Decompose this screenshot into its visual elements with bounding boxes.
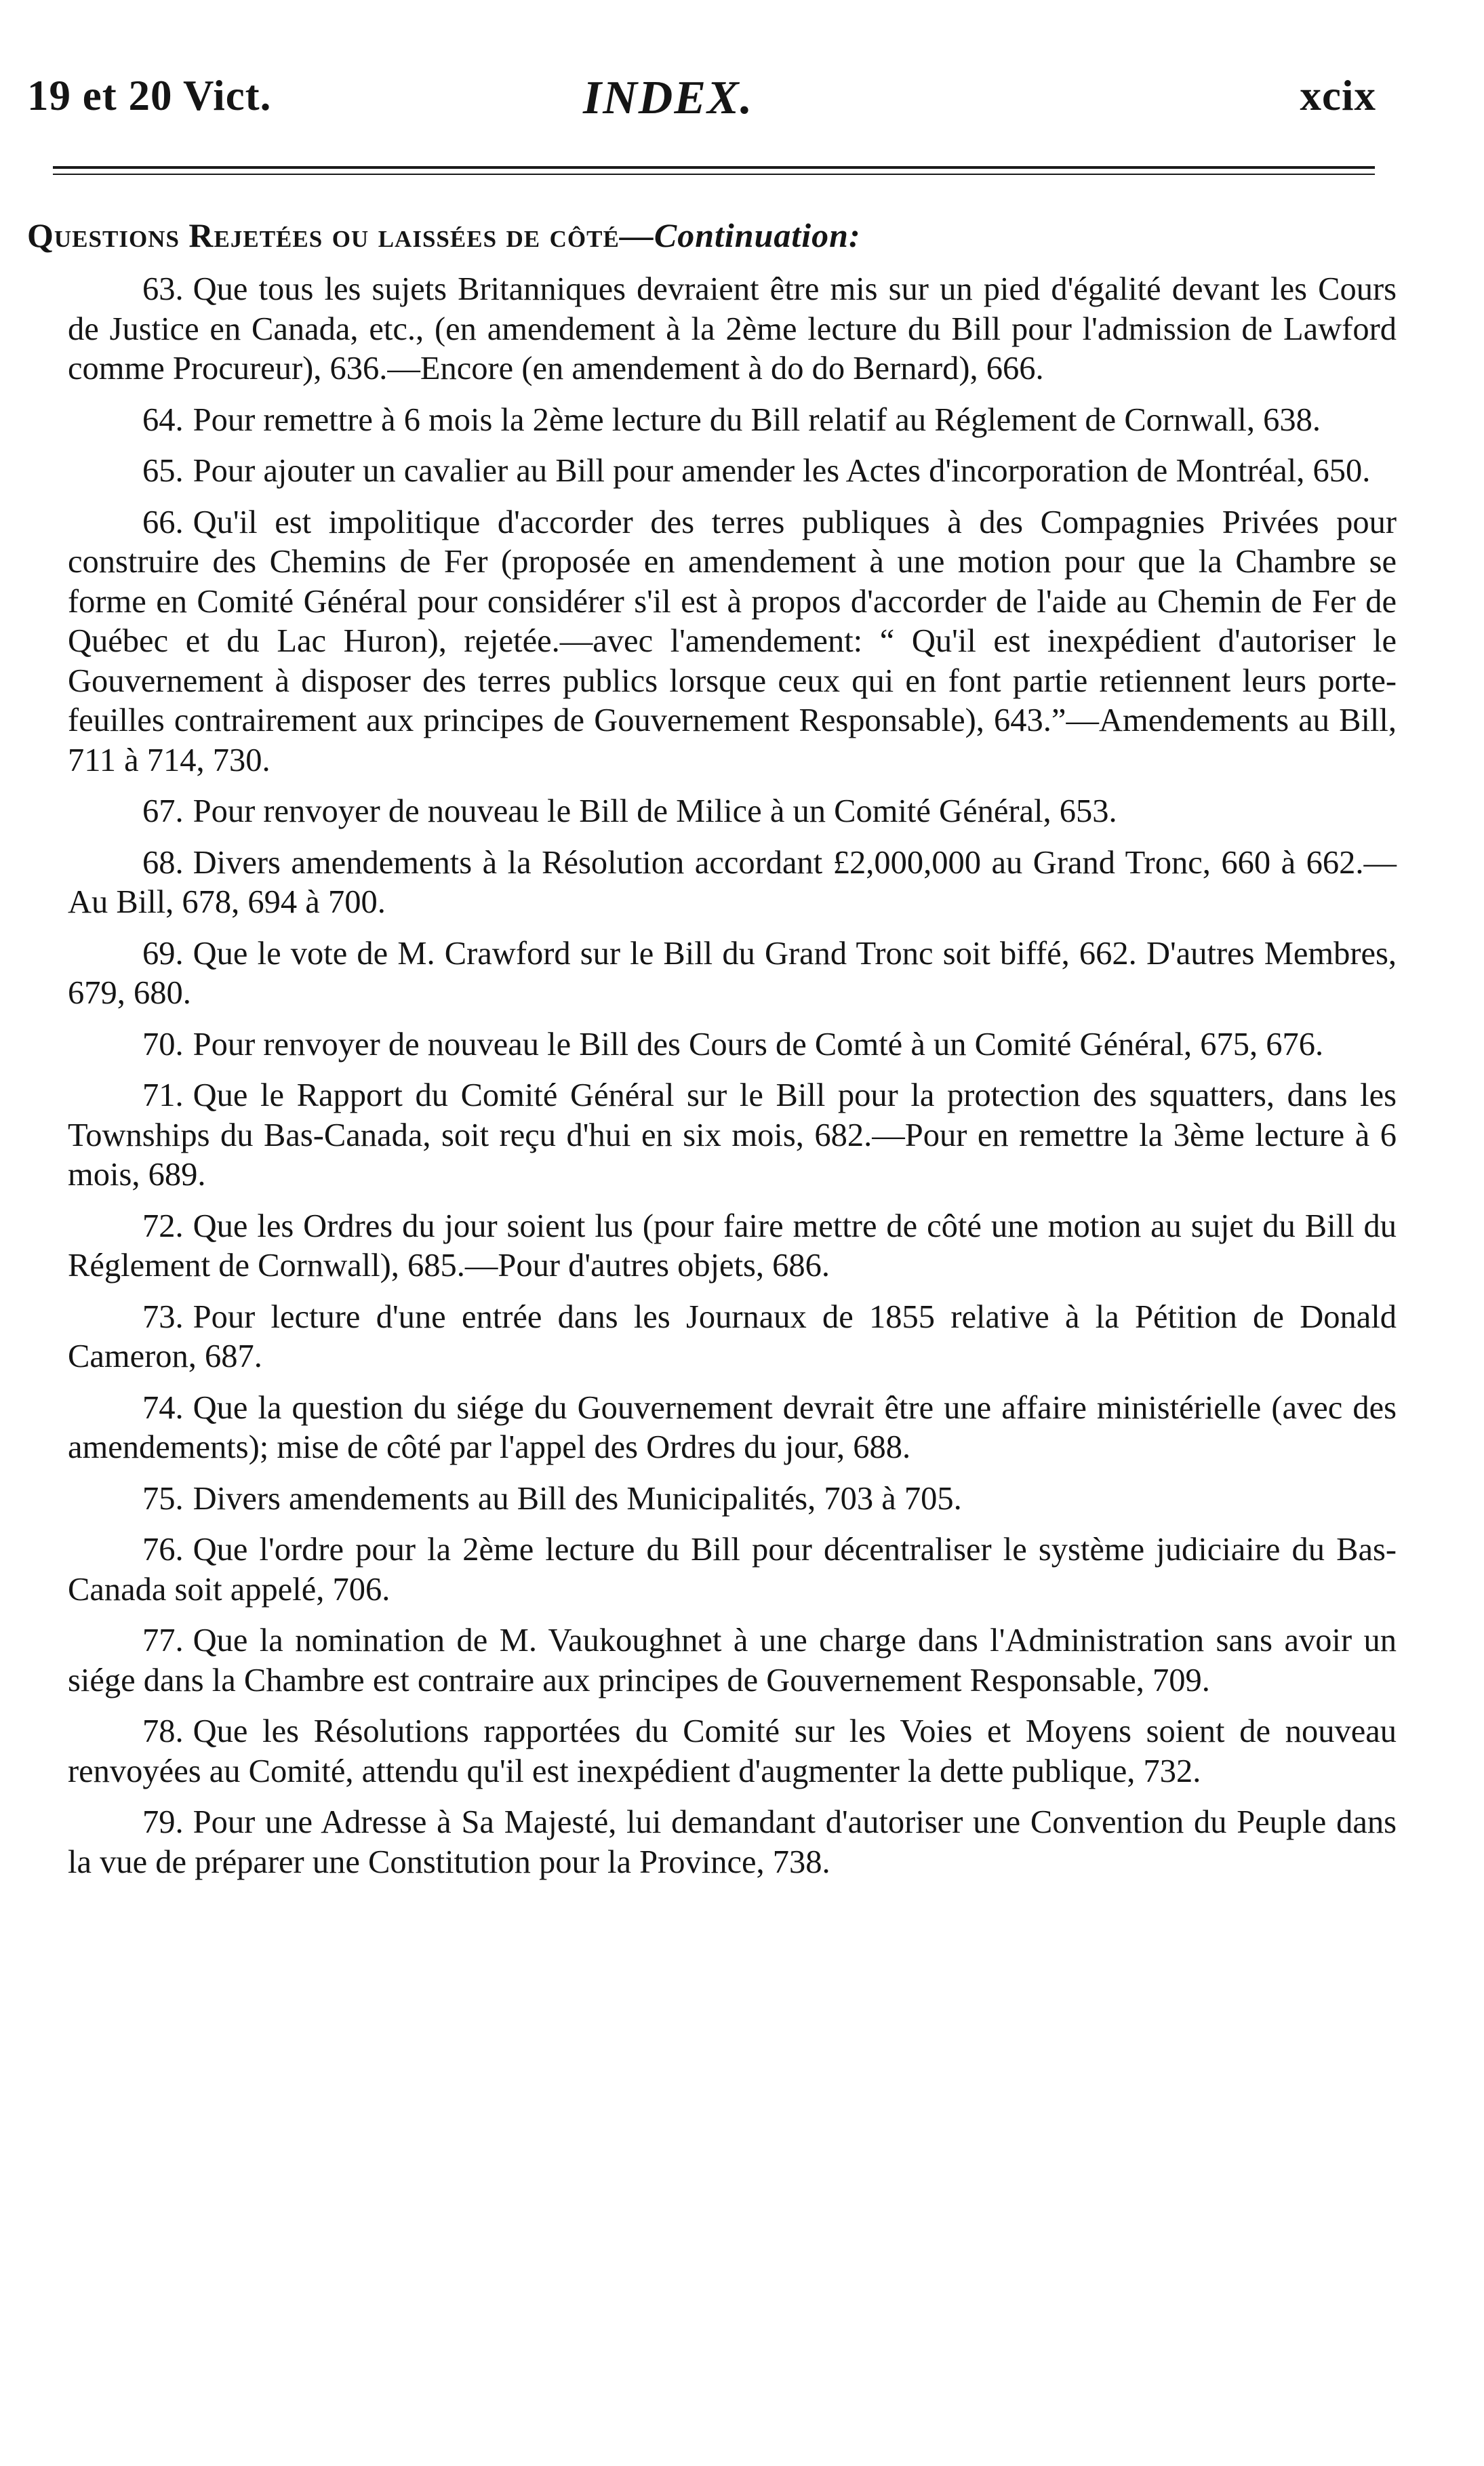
section-continuation: —Continuation: [619,216,861,254]
entry-number: 69. [142,935,184,972]
entry-text: Que le Rapport du Comité Général sur le Bill pour la protection des squatters, dans les Townships du Bas-Canada, soit reçu d'hui en six mois, 682.—Pour en remettre la 3ème lecture à 6 mois, 689. [68,1077,1397,1193]
entry-text: Que le vote de M. Crawford sur le Bill du Grand Tronc soit biffé, 662. D'autres Membres, 679, 680. [68,935,1397,1011]
entry-number: 63. [142,271,184,307]
volume-reference: 19 et 20 Vict. [27,72,272,119]
index-entry [68,503,1397,781]
entry-number: 70. [142,1026,184,1062]
entry-text: Que tous les sujets Britanniques devraient être mis sur un pied d'égalité devant les Cours de Justice en Canada, etc., (en amendement à la 2ème lecture du Bill pour l'admission de Lawford comme Procureur), 636.—Encore (en amendement à do do Bernard), 666. [68,271,1397,386]
entry-text: Pour renvoyer de nouveau le Bill des Cours de Comté à un Comité Général, 675, 676. [193,1026,1324,1062]
entry-text: Que l'ordre pour la 2ème lecture du Bill pour décentraliser le système judiciaire du Bas-Canada soit appelé, 706. [68,1532,1397,1608]
entry-text: Que les Résolutions rapportées du Comité sur les Voies et Moyens soient de nouveau renvoyées au Comité, attendu qu'il est inexpédient d'augmenter la dette publique, 732. [68,1713,1397,1789]
entry-text: Pour renvoyer de nouveau le Bill de Milice à un Comité Général, 653. [193,793,1117,829]
entry-text: Pour remettre à 6 mois la 2ème lecture du Bill relatif au Réglement de Cornwall, 638. [193,401,1321,438]
index-entry [68,1025,1397,1065]
index-entry [68,1389,1397,1468]
index-entry [68,792,1397,832]
index-entry [68,270,1397,389]
entry-text: Pour ajouter un cavalier au Bill pour amender les Actes d'incorporation de Montréal, 650. [193,453,1371,489]
header-rule-thin [53,174,1375,175]
entry-text: Pour lecture d'une entrée dans les Journaux de 1855 relative à la Pétition de Donald Cameron, 687. [68,1298,1397,1374]
index-page [27,0,1397,2466]
entry-number: 66. [142,504,184,540]
index-entry [68,1803,1397,1882]
index-entry [68,1207,1397,1286]
page-title: INDEX. [583,72,754,124]
entry-number: 65. [142,453,184,489]
entry-text: Que la question du siége du Gouvernement devrait être une affaire ministérielle (avec des amendements); mise de côté par l'appel des Ordres du jour, 688. [68,1389,1397,1465]
entry-number: 78. [142,1713,184,1749]
index-entry [68,401,1397,441]
entry-text: Qu'il est impolitique d'accorder des terres publiques à des Compagnies Privées pour construire des Chemins de Fer (proposée en amendement à une motion pour que la Chambre se forme en Comité Général pour considérer s'il est à propos d'accorder de l'aide au Chemin de Fer de Québec et du Lac Huron), rejetée.—avec l'amendement: “ Qu'il est inexpédient d'autoriser le Gouvernement à disposer des terres publics lorsque ceux qui en font partie retiennent leurs porte-feuilles contrairement aux principes de Gouvernement Responsable), 643.”—Amendements au Bill, 711 à 714, 730. [68,504,1397,778]
entry-number: 74. [142,1389,184,1426]
page-header [27,71,1376,132]
entry-number: 68. [142,844,184,881]
entry-number: 64. [142,401,184,438]
entry-number: 73. [142,1298,184,1335]
index-entry [68,1530,1397,1610]
index-entry [68,1076,1397,1195]
entry-number: 72. [142,1208,184,1244]
page-number: xcix [1300,72,1376,119]
entry-text: Divers amendements au Bill des Municipalités, 703 à 705. [193,1480,962,1517]
index-entry [68,1298,1397,1377]
index-entry [68,1621,1397,1701]
entry-number: 75. [142,1480,184,1517]
entry-number: 79. [142,1804,184,1840]
index-entry [68,843,1397,923]
entry-number: 67. [142,793,184,829]
section-title: Questions Rejetées ou laissées de côté [27,216,620,254]
index-entry [68,934,1397,1014]
entry-text: Divers amendements à la Résolution accordant £2,000,000 au Grand Tronc, 660 à 662.—Au Bill, 678, 694 à 700. [68,844,1397,920]
entry-text: Pour une Adresse à Sa Majesté, lui demandant d'autoriser une Convention du Peuple dans la vue de préparer une Constitution pour la Province, 738. [68,1804,1397,1880]
entry-text: Que la nomination de M. Vaukoughnet à une charge dans l'Administration sans avoir un siége dans la Chambre est contraire aux principes de Gouvernement Responsable, 709. [68,1623,1397,1698]
entry-text: Que les Ordres du jour soient lus (pour faire mettre de côté une motion au sujet du Bill du Réglement de Cornwall), 685.—Pour d'autres objets, 686. [68,1208,1397,1284]
header-rule-thick [53,166,1375,169]
index-entry [68,1712,1397,1791]
entry-number: 76. [142,1532,184,1568]
index-entry [68,1479,1397,1519]
entry-number: 71. [142,1077,184,1113]
index-entries [68,270,1397,1894]
entry-number: 77. [142,1623,184,1658]
section-heading [27,216,861,255]
index-entry [68,452,1397,492]
